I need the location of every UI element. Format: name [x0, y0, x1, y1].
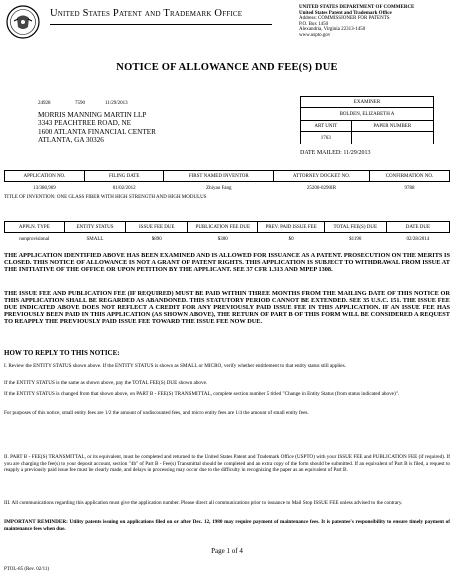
uspto-seal-icon — [6, 5, 40, 39]
address-line: www.uspto.gov — [299, 32, 331, 38]
title-of-invention: TITLE OF INVENTION: ONE GLASS FIBER WITH HIGH STRENGTH AND HIGH MODULUS — [4, 195, 207, 200]
table-header: ATTORNEY DOCKET NO. — [274, 171, 370, 182]
table-header: FIRST NAMED INVENTOR — [164, 171, 274, 182]
agency-rule — [50, 24, 272, 25]
fee-deadline-notice: THE ISSUE FEE AND PUBLICATION FEE (IF REQUIRED) MUST BE PAID WITHIN THREE MONTHS FROM THE MAILING DATE OF THIS NOTICE OR THIS APPLICATION SHALL BE REGARDED AS ABANDONED. THIS STATUTORY PERIOD CANNOT BE EXTENDED. SEE 35 U.S.C. 151. THE ISSUE FEE DUE INDICATED ABOVE DOES NOT REFLECT A CREDIT FOR ANY PREVIOUSLY PAID ISSUE FEE IN THIS APPLICATION. IF AN ISSUE FEE HAS PREVIOUSLY BEEN PAID IN THIS APPLICATION (AS SHOWN ABOVE), THE RETURN OF PART B OF THIS FORM WILL BE CONSIDERED A REQUEST TO REAPPLY THE PREVIOUSLY PAID ISSUE FEE TOWARD THE ISSUE FEE NOW DUE. — [4, 290, 450, 325]
examiner-value: BOLDEN, ELIZABETH A — [301, 108, 434, 121]
address-line: United States Patent and Trademark Office — [299, 10, 392, 16]
total-fees-due: $1190 — [349, 236, 362, 242]
address-line: ATLANTA, GA 30326 — [38, 136, 104, 145]
filing-date: 01/02/2012 — [112, 185, 136, 191]
page-number: Page 1 of 4 — [211, 547, 243, 555]
table-header: ENTITY STATUS — [64, 222, 126, 233]
allowance-notice: THE APPLICATION IDENTIFIED ABOVE HAS BEEN EXAMINED AND IS ALLOWED FOR ISSUANCE AS A PATENT. PROSECUTION ON THE MERITS IS CLOSED. THIS NOTICE OF ALLOWANCE IS NOT A GRANT OF PATENT RIGHTS. THIS APPLICATION IS SUBJECT TO WITHDRAWAL FROM ISSUE AT THE INITIATIVE OF THE OFFICE OR UPON PETITION BY THE APPLICANT. SEE 37 CFR 1.313 AND MPEP 1308. — [4, 252, 450, 273]
paper-number-label: PAPER NUMBER — [351, 121, 433, 132]
howto-item: I. Review the ENTITY STATUS shown above. If the ENTITY STATUS is shown as SMALL or MICRO, verify whether entitlement to that entity status still applies. — [4, 363, 346, 369]
issue-fee-due: $890 — [151, 236, 162, 242]
maintenance-fee-reminder: IMPORTANT REMINDER: Utility patents issuing on applications filed on or after Dec. 12, 1980 may require payment of maintenance fees. It is patentee's responsibility to ensure timely payment of maintenance fees when due. — [4, 519, 450, 532]
table-header: PREV. PAID ISSUE FEE — [258, 222, 324, 233]
table-header: TOTAL FEE(S) DUE — [324, 222, 386, 233]
art-unit-label: ART UNIT — [301, 121, 352, 132]
table-header: CONFIRMATION NO. — [369, 171, 449, 182]
address-line: Address: COMMISSIONER FOR PATENTS — [299, 16, 390, 22]
howto-item: II. PART B - FEE(S) TRANSMITTAL, or its equivalent, must be completed and returned to the United States Patent and Trademark Office (USPTO) with your ISSUE FEE and PUBLICATION FEE (if required). If you are charging the fee(s) to your deposit account, section "4b" of Part B - Fee(s) Transmittal should be completed and an extra copy of the form should be submitted. If an equivalent of Part B is filed, a request to reapply a previously paid issue fee must be clearly made, and delays in processing may occur due to the difficulty in recognizing the paper as an equivalent of Part B. — [4, 454, 450, 474]
paper-number-value — [351, 132, 433, 145]
address-line: UNITED STATES DEPARTMENT OF COMMERCE — [299, 5, 415, 10]
application-table — [4, 170, 450, 194]
first-named-inventor: Zhiyao Fang — [206, 185, 232, 191]
address-line: MORRIS MANNING MARTIN LLP — [38, 111, 147, 119]
form-identifier: PTOL-85 (Rev. 02/11) — [4, 567, 50, 572]
correspondence-code: 7590 — [75, 101, 85, 106]
table-header: ISSUE FEE DUE — [126, 222, 188, 233]
publication-fee-due: $300 — [217, 236, 228, 242]
table-header: DATE DUE — [386, 222, 449, 233]
howto-item: For purposes of this notice, small entity fees are 1/2 the amount of undiscounted fees, and micro entity fees are 1/4 the amount of small entity fees. — [4, 410, 309, 416]
date-mailed: DATE MAILED: 11/29/2013 — [300, 150, 371, 156]
confirmation-number: 9788 — [404, 185, 415, 191]
attorney-docket-number: 25200-0290IR — [306, 185, 337, 191]
table-header: FILING DATE — [84, 171, 164, 182]
uspto-address — [299, 5, 414, 39]
howto-heading: HOW TO REPLY TO THIS NOTICE: — [4, 349, 120, 357]
correspondence-address — [38, 111, 156, 145]
notice-title: NOTICE OF ALLOWANCE AND FEE(S) DUE — [116, 62, 338, 73]
examiner-label: EXAMINER — [301, 97, 434, 108]
date-due: 02/28/2014 — [406, 236, 430, 242]
table-header: APPLN. TYPE — [5, 222, 65, 233]
address-line: Alexandria, Virginia 22313-1450 — [299, 27, 366, 33]
agency-name: United States Patent and Trademark Office — [50, 8, 243, 19]
howto-item: III. All communications regarding this application must give the application number. Please direct all communications prior to issuance to Mail Stop ISSUE FEE unless advised to the contrary. — [4, 500, 403, 506]
examiner-box — [300, 96, 434, 144]
table-header: PUBLICATION FEE DUE — [188, 222, 258, 233]
howto-item: If the ENTITY STATUS is changed from that shown above, on PART B - FEE(S) TRANSMITTAL, complete section number 5 titled "Change in Entity Status (from status indicated above)". — [4, 391, 400, 397]
prev-paid-issue-fee: $0 — [288, 236, 294, 242]
address-line: 1600 ATLANTA FINANCIAL CENTER — [38, 127, 156, 136]
table-header: APPLICATION NO. — [5, 171, 85, 182]
address-line: 3343 PEACHTREE ROAD, NE — [38, 119, 132, 128]
fee-table — [4, 221, 450, 245]
address-line: P.O. Box 1450 — [299, 21, 329, 27]
howto-item: If the ENTITY STATUS is the same as shown above, pay the TOTAL FEE(S) DUE shown above. — [4, 380, 208, 386]
art-unit-value: 1763 — [301, 132, 352, 145]
correspondence-customer-number: 24928 — [38, 101, 51, 106]
correspondence-date: 11/29/2013 — [105, 101, 128, 106]
application-number: 13/380,969 — [33, 185, 56, 191]
application-type: nonprovisional — [19, 236, 50, 242]
entity-status: SMALL — [86, 236, 104, 242]
